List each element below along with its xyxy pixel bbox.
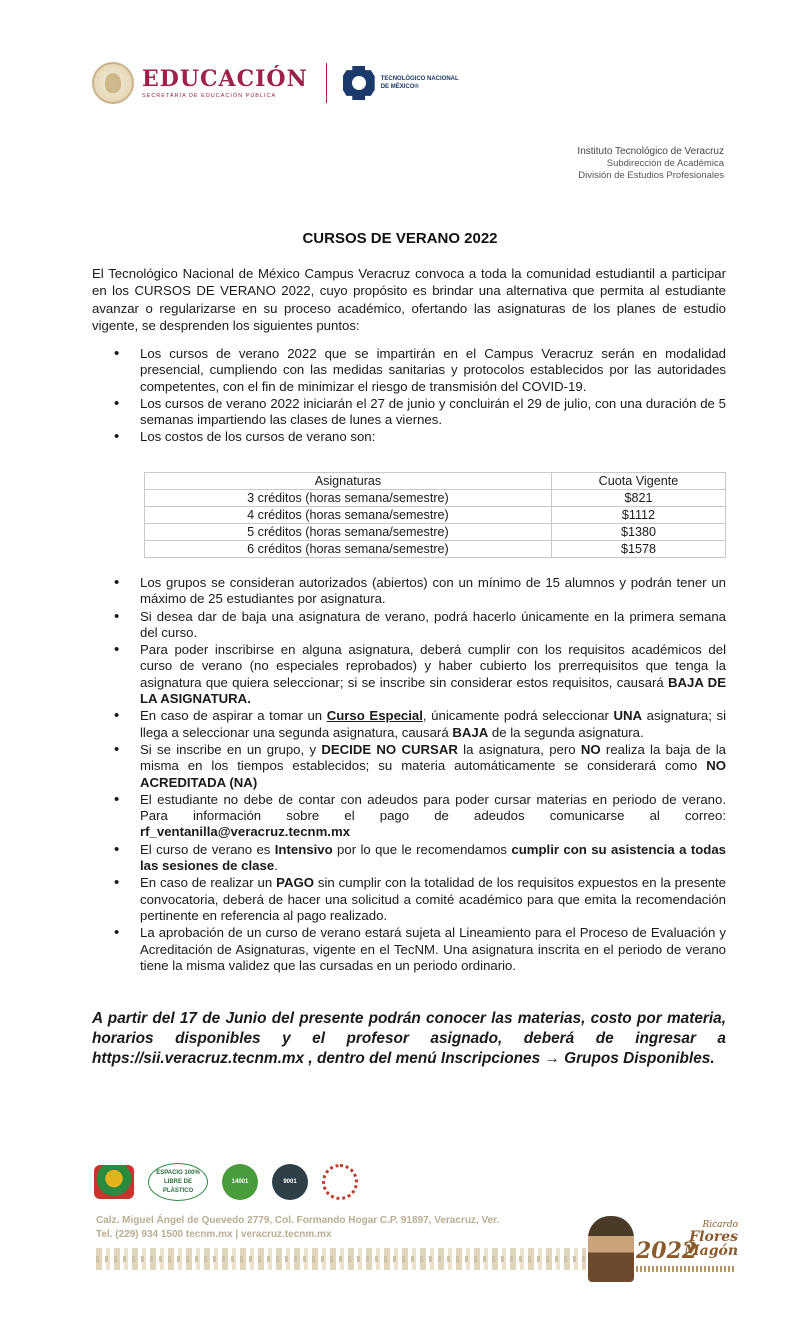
cell-subject: 3 créditos (horas semana/semestre) (145, 490, 552, 507)
institute-block (577, 146, 724, 182)
point-text: . (274, 858, 278, 874)
fees-table (144, 472, 726, 558)
contact-line: Tel. (229) 934 1500 tecnm.mx | veracruz.tecnm.mx (96, 1229, 332, 1240)
point-text: la asignatura, pero (457, 741, 581, 757)
point-emphasis: NO ACREDITADA (NA) (140, 758, 726, 790)
cell-fee: $821 (551, 490, 725, 507)
year-label: 2022 (636, 1238, 698, 1264)
cell-subject: 6 créditos (horas semana/semestre) (145, 541, 552, 558)
institute-subdirection: Subdirección de Académica (606, 158, 724, 169)
point-text: por lo que le recomendamos (332, 841, 512, 857)
intro-paragraph: El Tecnológico Nacional de México Campus Veracruz convoca a toda la comunidad estudiantil a participar en los CURSOS DE VERANO 2022, cuyo propósito es brindar una alternativa que permita al estudiante avanzar o regularizarse en su proceso académico, ofertando las asignaturas de los planes de estudio vigente, se desprenden los siguientes puntos: (92, 266, 726, 333)
point-text: El estudiante no debe de contar con adeudos para poder cursar materias en periodo de verano. Para información sobre el pago de adeudos comunicarse al correo: (140, 791, 726, 824)
contact-email: rf_ventanilla@veracruz.tecnm.mx (140, 824, 351, 840)
table-row (145, 507, 726, 524)
point-text: El curso de verano es (140, 841, 275, 857)
list-item: • Los cursos de verano 2022 que se impartirán en el Campus Veracruz serán en modalidad presencial, cumpliendo con las medidas sanitarias y protocolos establecidos por las autoridades competentes, con el fin de minimizar el riesgo de transmisión del COVID-19. (92, 346, 726, 395)
point-text: asignatura; si llega a seleccionar una segunda asignatura, causará (140, 708, 727, 740)
cell-fee: $1380 (551, 524, 725, 541)
equality-model-icon (322, 1164, 358, 1200)
point-text: Para poder inscribirse en alguna asignatura, deberá cumplir con los requisitos académicos del curso de verano (no especiales reprobados) y haber cubierto los prerrequisitos que tenga la asignatura que quiera seleccionar; si se inscribe sin considerar estos requisitos, causará (140, 642, 726, 690)
point-text: La aprobación de un curso de verano estará sujeta al Lineamiento para el Proceso de Evaluación y Acreditación de Asignaturas, vigente en el TecNM. Una asignatura inscrita en el periodo de verano tiene la misma validez que las cursadas en un periodo ordinario. (140, 925, 726, 973)
certifications-row (94, 1160, 364, 1204)
point-emphasis: BAJA (452, 724, 489, 740)
curso-especial-term: Curso Especial (326, 708, 423, 724)
logo-divider (326, 63, 327, 103)
points-list-1 (92, 346, 726, 447)
list-item (92, 642, 726, 707)
point-emphasis: UNA (613, 708, 643, 724)
point-emphasis: PAGO (276, 875, 314, 891)
points-list-2 (92, 575, 726, 975)
footer-address (96, 1214, 499, 1242)
cell-subject: 4 créditos (horas semana/semestre) (145, 507, 552, 524)
institute-emblem-icon (94, 1165, 134, 1199)
point-emphasis: BAJA DE LA ASIGNATURA. (140, 674, 726, 707)
list-item: • Los cursos de verano 2022 iniciarán el 27 de junio y concluirán el 29 de julio, con una duración de 5 semanas impartiendo las clases de lunes a viernes. (92, 396, 726, 429)
column-header-fee: Cuota Vigente (551, 473, 725, 490)
footer-decorative-band (96, 1248, 586, 1270)
logo-underline (636, 1266, 736, 1272)
mexico-seal-icon (92, 62, 134, 104)
iso-14001-badge: 14001 (222, 1164, 258, 1200)
list-item (92, 575, 726, 608)
cell-subject: 5 créditos (horas semana/semestre) (145, 524, 552, 541)
ricardo-flores-magon-logo (588, 1216, 738, 1284)
ricardo-last-name: Flores Magón (684, 1229, 738, 1259)
point-text: Los grupos se consideran autorizados (abiertos) con un mínimo de 15 alumnos y podrán tener un máximo de 25 estudiantes por asignatura. (140, 575, 726, 607)
cell-fee: $1578 (551, 541, 725, 558)
list-item: • Los costos de los cursos de verano son: (92, 429, 726, 445)
point-text: sin cumplir con la totalidad de los requisitos expuestos en la presente convocatoria, deberá de hacer una solicitud a comité académico para que emita la recomendación pertinente en referencia al pago realizado. (140, 875, 726, 923)
header-logos (92, 58, 712, 108)
point-text: de la segunda asignatura. (488, 724, 644, 740)
point-text: Si desea dar de baja una asignatura de verano, podrá hacerlo únicamente en la primera semana del curso. (140, 608, 726, 640)
list-item (92, 742, 726, 791)
sep-logo-title: EDUCACIÓN (142, 66, 308, 92)
table-row (145, 490, 726, 507)
point-text: En caso de aspirar a tomar un (140, 708, 327, 724)
portrait-icon (588, 1216, 634, 1282)
list-item (92, 875, 726, 924)
table-row (145, 541, 726, 558)
point-text: , únicamente podrá seleccionar (422, 708, 614, 724)
point-emphasis: DECIDE NO CURSAR (321, 741, 458, 757)
list-item (92, 792, 726, 841)
institute-division: División de Estudios Profesionales (578, 170, 724, 181)
page-title: CURSOS DE VERANO 2022 (302, 230, 498, 247)
point-text: realiza la baja de la misma en los tiempos establecidos; su materia automáticamente se considerará como (140, 741, 726, 774)
institute-name: Instituto Tecnológico de Veracruz (577, 146, 724, 157)
column-header-subject: Asignaturas (145, 473, 552, 490)
address-line: Calz. Miguel Ángel de Quevedo 2779, Col. Formando Hogar C.P. 91897, Veracruz, Ver. (96, 1215, 500, 1226)
tecnm-logo-text: TECNOLÓGICO NACIONAL DE MÉXICO® (380, 76, 459, 90)
tecnm-gear-icon (343, 64, 375, 102)
point-emphasis: cumplir con su asistencia a todas las sesiones de clase (140, 841, 726, 874)
sep-logo (142, 67, 308, 99)
list-item (92, 708, 726, 741)
sep-logo-subtitle: SECRETARÍA DE EDUCACIÓN PÚBLICA (142, 93, 277, 99)
iso-9001-badge: 9001 (272, 1164, 308, 1200)
point-emphasis: Intensivo (274, 841, 333, 857)
list-item (92, 925, 726, 974)
list-item (92, 842, 726, 875)
list-item (92, 609, 726, 642)
cell-fee: $1112 (551, 507, 725, 524)
table-row (145, 524, 726, 541)
closing-notice: A partir del 17 de Junio del presente podrán conocer las materias, costo por materia, horarios disponibles y el profesor asignado, deberá de ingresar a https://sii.veracruz.tecnm.mx , dentro del menú Inscripciones → Grupos Disponibles. (92, 1010, 726, 1067)
point-emphasis: NO (580, 741, 601, 757)
point-text: Si se inscribe en un grupo, y (140, 741, 322, 757)
plastic-free-badge: ESPACIO 100% LIBRE DE PLÁSTICO (148, 1163, 208, 1201)
point-text: En caso de realizar un (140, 875, 277, 891)
ricardo-first-name: Ricardo (702, 1220, 738, 1230)
table-header-row (145, 473, 726, 490)
